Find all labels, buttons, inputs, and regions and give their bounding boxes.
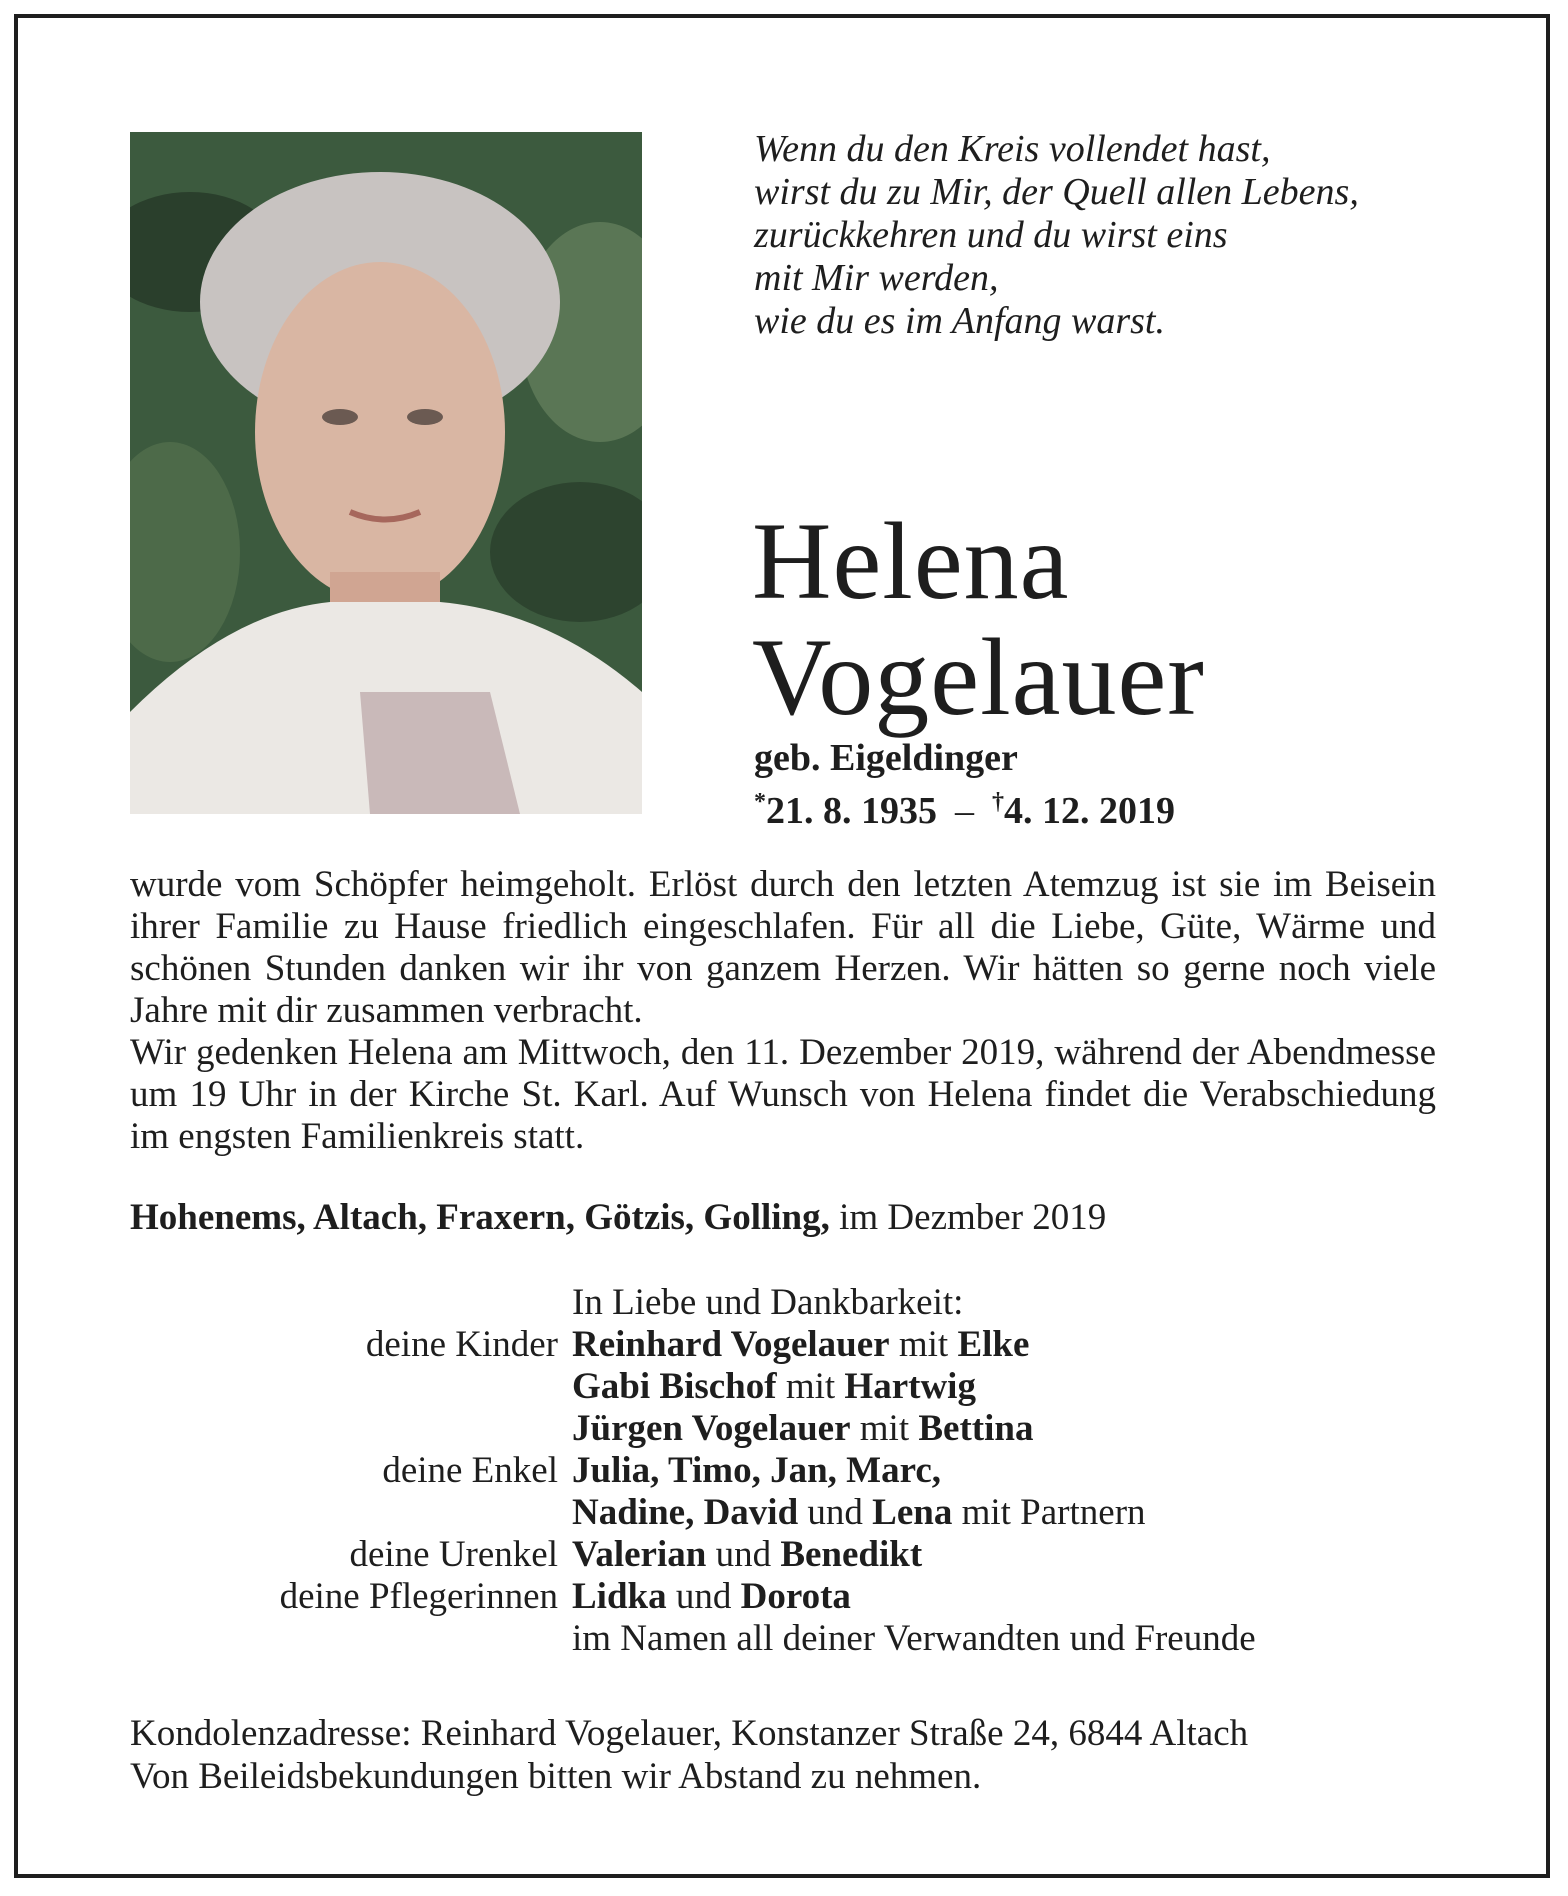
life-dates <box>754 780 1175 833</box>
connector-text: mit <box>889 1324 958 1365</box>
birth-name: geb. Eigeldinger <box>754 737 1018 779</box>
relation-label <box>130 1408 572 1450</box>
poem-line: wie du es im Anfang warst. <box>754 300 1165 342</box>
mourners-list <box>130 1282 1450 1660</box>
relation-label <box>130 1366 572 1408</box>
announcement-paragraph: wurde vom Schöpfer heimgeholt. Erlöst durch den letzten Atemzug ist sie im Beisein ihrer Familie zu Hause friedlich eingeschlafen. Für all die Liebe, Güte, Wärme und schönen Stunden danken wir ihr von ganzem Herzen. Wir hätten so gerne noch viele Jahre mit dir zusammen verbracht. <box>130 864 1436 1031</box>
mourner-name: Julia, Timo, Jan, Marc, <box>572 1450 942 1491</box>
poem-line: Wenn du den Kreis vollendet hast, <box>754 128 1271 170</box>
announcement-text <box>130 864 1436 1158</box>
poem-line: wirst du zu Mir, der Quell allen Lebens, <box>754 171 1359 213</box>
announcement-paragraph: Wir gedenken Helena am Mittwoch, den 11. Dezember 2019, während der Abendmesse um 19 Uhr in der Kirche St. Karl. Auf Wunsch von Helena findet die Verabschiedung im engsten Familienkreis statt. <box>130 1032 1436 1157</box>
relation-label <box>130 1618 572 1660</box>
relation-label: deine Urenkel <box>349 1534 558 1575</box>
mourner-name: Benedikt <box>780 1534 923 1575</box>
mourner-names <box>572 1534 1450 1576</box>
poem-line: mit Mir werden, <box>754 257 999 299</box>
mourner-row <box>130 1576 1450 1618</box>
date-dash: – <box>955 790 974 832</box>
last-name: Vogelauer <box>752 616 1205 738</box>
mourner-row <box>130 1366 1450 1408</box>
mourner-name: Hartwig <box>844 1366 976 1407</box>
relation-label <box>130 1492 572 1534</box>
condolence-note: Von Beileidsbekundungen bitten wir Abstand zu nehmen. <box>130 1756 982 1797</box>
mourner-names <box>572 1450 1450 1492</box>
first-name: Helena <box>752 500 1070 622</box>
mourners-intro: In Liebe und Dankbarkeit: <box>572 1282 964 1323</box>
poem-line: zurückkehren und du wirst eins <box>754 214 1228 256</box>
mourner-names <box>572 1618 1450 1660</box>
connector-text: im Namen all deiner Verwandten und Freunde <box>572 1618 1256 1659</box>
mourner-row <box>130 1450 1450 1492</box>
mourner-row <box>130 1324 1450 1366</box>
relation-label: deine Pflegerinnen <box>279 1576 558 1617</box>
relation-label: deine Kinder <box>365 1324 558 1365</box>
connector-text: und <box>666 1576 741 1617</box>
mourner-name: Reinhard Vogelauer <box>572 1324 890 1365</box>
mourners-intro-row <box>130 1282 1450 1324</box>
place-date: im Dezmber 2019 <box>839 1197 1107 1238</box>
mourner-names <box>572 1492 1450 1534</box>
mourner-name: Gabi Bischof <box>572 1366 777 1407</box>
death-symbol: † <box>992 789 1004 815</box>
condolence-address: Kondolenzadresse: Reinhard Vogelauer, Konstanzer Straße 24, 6844 Altach <box>130 1713 1249 1754</box>
mourner-row <box>130 1534 1450 1576</box>
mourner-name: Dorota <box>740 1576 851 1617</box>
place-names: Hohenems, Altach, Fraxern, Götzis, Golling, <box>130 1197 830 1238</box>
mourner-name: Valerian <box>572 1534 707 1575</box>
mourner-name: Lena <box>872 1492 953 1533</box>
mourner-name: Bettina <box>918 1408 1034 1449</box>
birth-symbol: * <box>754 789 766 815</box>
mourner-name: Lidka <box>572 1576 667 1617</box>
mourner-names <box>572 1576 1450 1618</box>
condolence-footer <box>130 1712 1248 1798</box>
death-date: 4. 12. 2019 <box>1004 790 1175 832</box>
mourner-names <box>572 1408 1450 1450</box>
connector-text: und <box>798 1492 873 1533</box>
mourner-name: Jürgen Vogelauer <box>572 1408 851 1449</box>
connector-text: und <box>706 1534 781 1575</box>
mourner-name: Elke <box>957 1324 1030 1365</box>
portrait-photo <box>130 132 642 814</box>
mourner-names <box>572 1366 1450 1408</box>
birth-date: 21. 8. 1935 <box>766 790 937 832</box>
connector-text: mit <box>850 1408 919 1449</box>
mourner-row <box>130 1492 1450 1534</box>
connector-text: mit Partnern <box>952 1492 1146 1533</box>
relation-label: deine Enkel <box>382 1450 558 1491</box>
mourner-row <box>130 1408 1450 1450</box>
places-line <box>130 1196 1106 1240</box>
mourner-name: Nadine, David <box>572 1492 799 1533</box>
mourner-row <box>130 1618 1450 1660</box>
mourner-names <box>572 1324 1450 1366</box>
poem-verse <box>754 128 1474 343</box>
deceased-name <box>752 500 1205 738</box>
connector-text: mit <box>776 1366 845 1407</box>
